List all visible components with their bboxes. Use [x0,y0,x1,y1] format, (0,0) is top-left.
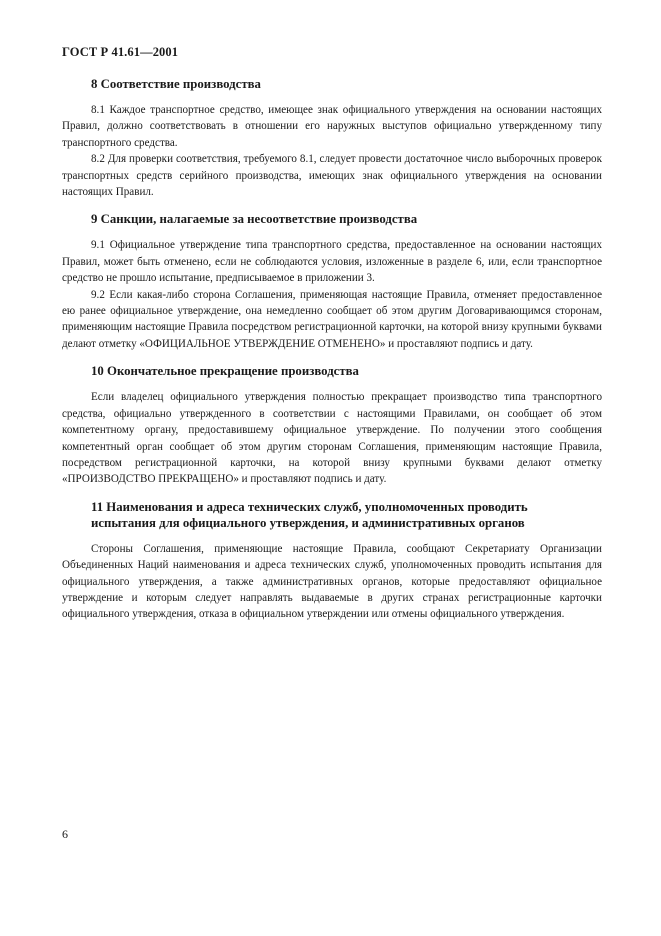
standard-code-header: ГОСТ Р 41.61—2001 [62,45,179,59]
paragraph-8-1: 8.1 Каждое транспортное средство, имеющее знак официального утверждения на основании настоящих Правил, должно соответствовать в отношении его наружных выступов официально утвержденному типу транспортного средства. [62,104,602,149]
document-body [62,76,602,634]
section-8-title: 8 Соответствие производства [91,77,261,91]
section-11-title-line-1: 11 Наименования и адреса технических служб, уполномоченных проводить [91,499,528,514]
paragraph-11: Стороны Соглашения, применяющие настоящие Правила, сообщают Секретариату Организации Объединенных Наций наименования и адреса технических служб, уполномоченных проводить испытания для официального утверждения, а также административных органов, которые предоставляют официальное утверждение и которым следует направлять выдаваемые в других странах регистрационные карточки официального утверждения, отказа в официальном утверждении или отмены официального утверждения. [62,542,602,621]
section-9 [62,211,602,352]
page-number: 6 [62,827,68,841]
paragraph-9-1: 9.1 Официальное утверждение типа транспортного средства, предоставленное на основании настоящих Правил, может быть отменено, если не соблюдаются условия, изложенные в разделе 6, или, если транспортное средство не прошло испытание, предписываемое в приложении 3. [62,239,602,285]
paragraph-9-2: 9.2 Если какая-либо сторона Соглашения, применяющая настоящие Правила, отменяет предоставленное ею ранее официальное утверждение, она немедленно сообщает об этом другим Договаривающимся сторонам, применяющим настоящие Правила посредством регистрационной карточки, на которой внизу крупными буквами делают отметку «ОФИЦИАЛЬНОЕ УТВЕРЖДЕНИЕ ОТМЕНЕНО» и проставляют подпись и дату. [62,288,602,350]
section-11-title [62,499,602,531]
paragraph-8-2: 8.2 Для проверки соответствия, требуемого 8.1, следует провести достаточное число выборочных проверок транспортных средств серийного производства, имеющих знак официального утверждения на основании настоящих Правил. [62,153,602,199]
section-10 [62,363,602,487]
section-11 [62,499,602,623]
section-10-title: 10 Окончательное прекращение производства [91,364,359,379]
section-11-title-line-2: испытания для официального утверждения, и административных органов [91,515,525,530]
section-9-title: 9 Санкции, налагаемые за несоответствие производства [91,212,418,227]
paragraph-10: Если владелец официального утверждения полностью прекращает производство типа транспортного средства, официально утвержденного в соответствии с настоящими Правилами, он сообщает об этом компетентному органу, предоставившему официальное утверждение. По получении этого сообщения компетентный орган сообщает об этом другим сторонам Соглашения, применяющим настоящие Правила, посредством регистрационной карточки, на которой внизу крупными буквами делают отметку «ПРОИЗВОДСТВО ПРЕКРАЩЕНО» и проставляют подпись и дату. [62,391,602,486]
section-8 [62,76,602,200]
